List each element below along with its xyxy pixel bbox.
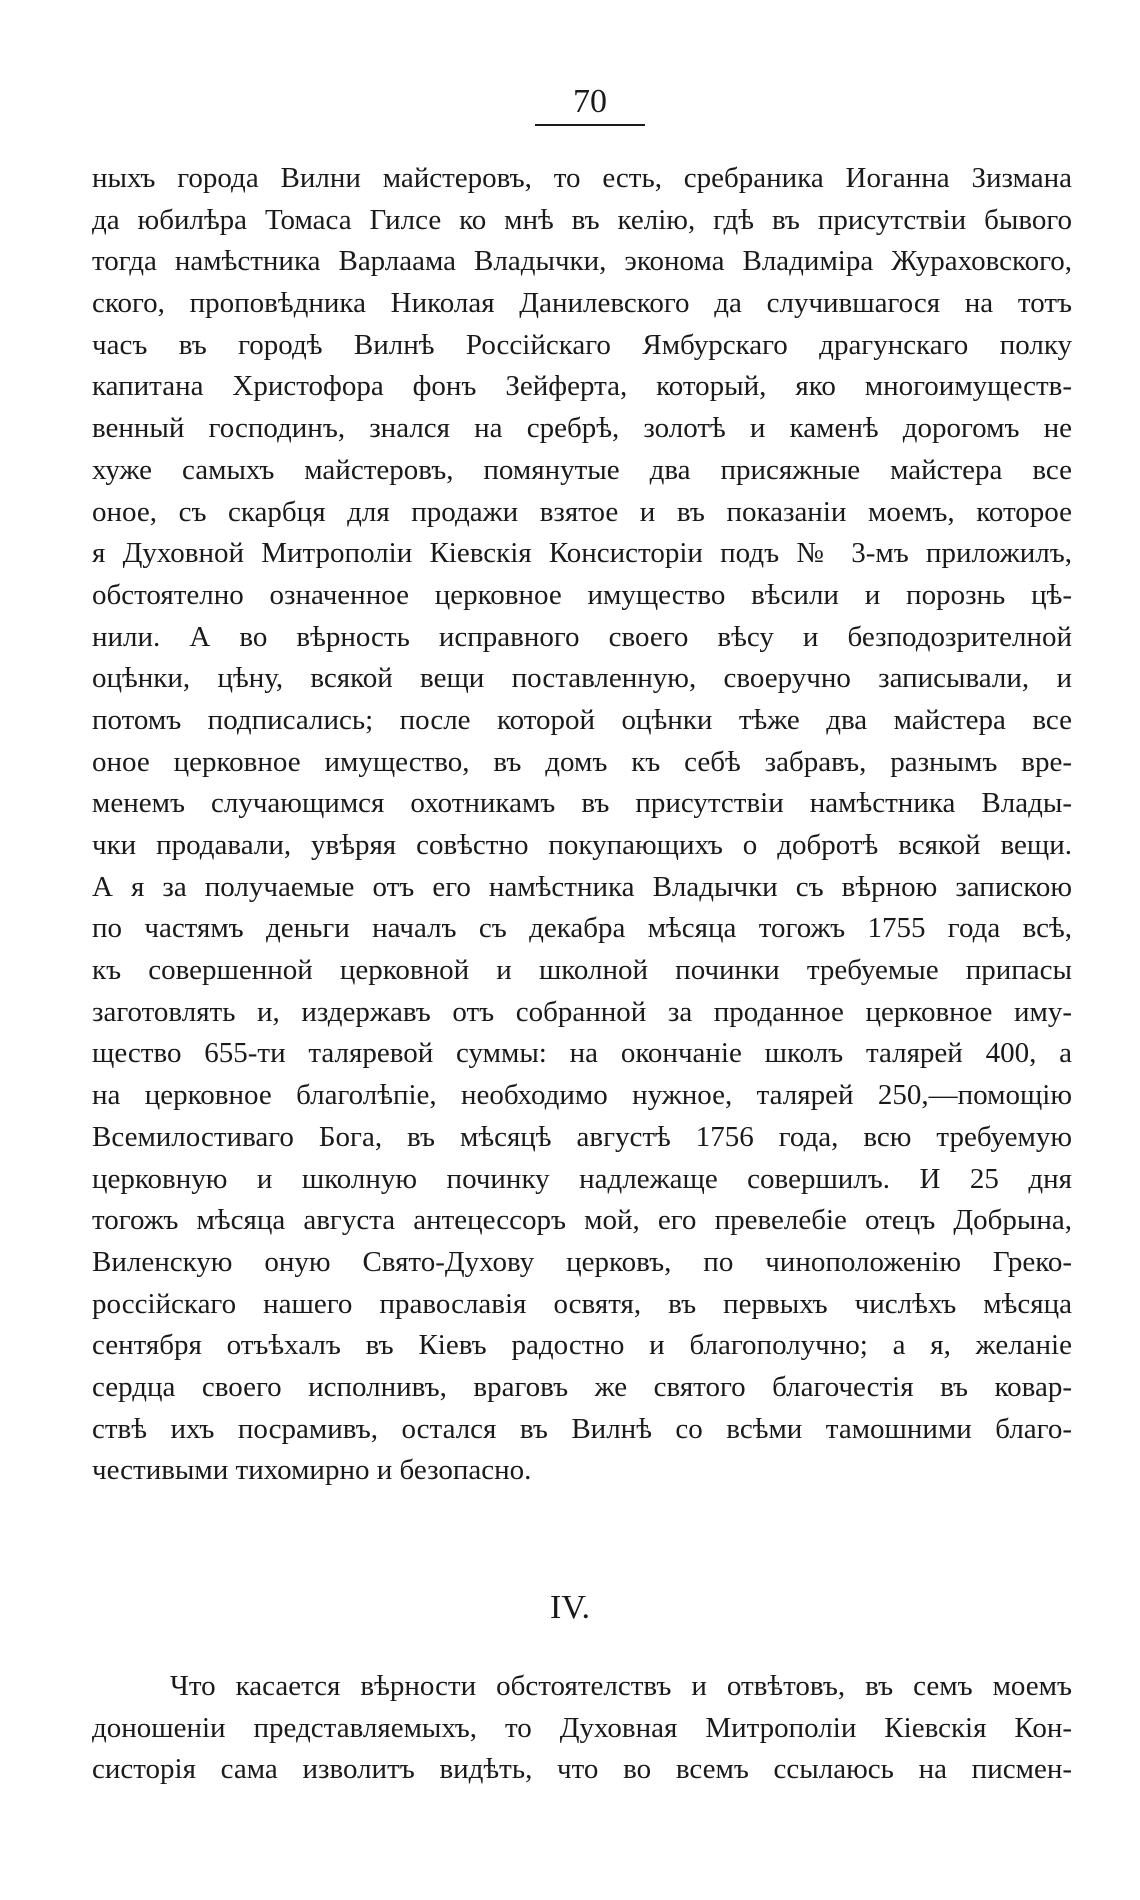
text-line: ского, проповѣдника Николая Данилевского да случившагося на тотъ bbox=[92, 287, 1072, 320]
text-line: на церковное благолѣпіе, необходимо нужное, талярей 250,—помощію bbox=[92, 1079, 1072, 1112]
text-line: ныхъ города Вилни майстеровъ, то есть, сребраника Иоганна Зизмана bbox=[92, 162, 1072, 194]
text-line: да юбилѣра Томаса Гилсе ко мнѣ въ келію, гдѣ въ присутствіи бывого bbox=[92, 203, 1072, 236]
text-line: Всемилостиваго Бога, въ мѣсяцѣ августѣ 1756 года, всю требуемую bbox=[92, 1120, 1072, 1153]
text-line: заготовлять и, издержавъ отъ собранной за проданное церковное иму- bbox=[92, 995, 1072, 1028]
text-line: чки продавали, увѣряя совѣстно покупающихъ о добротѣ всякой вещи. bbox=[92, 829, 1072, 861]
text-line: по частямъ деньги началъ съ декабра мѣсяца тогожъ 1755 года всѣ, bbox=[92, 912, 1072, 945]
text-line: честивыми тихомирно и безопасно. bbox=[92, 1454, 532, 1487]
text-line: сентября отъѣхалъ въ Кіевъ радостно и благополучно; а я, желаніе bbox=[92, 1329, 1072, 1362]
text-line: оное, съ скарбця для продажи взятое и въ показаніи моемъ, которое bbox=[92, 495, 1072, 528]
text-line: венный господинъ, знался на сребрѣ, золотѣ и каменѣ дорогомъ не bbox=[92, 412, 1072, 445]
text-line: хуже самыхъ майстеровъ, помянутые два присяжные майстера все bbox=[92, 453, 1072, 486]
text-line: систорія сама изволитъ видѣть, что во всемъ ссылаюсь на писмен- bbox=[92, 1753, 1072, 1786]
text-line: тогожъ мѣсяца августа антецессоръ мой, его превелебіе отецъ Добрына, bbox=[92, 1204, 1072, 1237]
text-line: обстоятелно означенное церковное имущество вѣсили и порознь цѣ- bbox=[92, 578, 1072, 611]
text-line: церковную и школную починку надлежаще совершилъ. И 25 дня bbox=[92, 1162, 1072, 1195]
text-line: Что касается вѣрности обстоятелствъ и отвѣтовъ, въ семъ моемъ bbox=[170, 1670, 1072, 1702]
text-line: нили. А во вѣрность исправного своего вѣсу и безподозрителной bbox=[92, 620, 1072, 653]
text-line: тогда намѣстника Варлаама Владычки, эконома Владиміра Жураховского, bbox=[92, 245, 1072, 278]
text-line: россійскаго нашего православія освятя, въ первыхъ числѣхъ мѣсяца bbox=[92, 1287, 1072, 1320]
text-line: щество 655-ти таляревой суммы: на окончаніе школъ талярей 400, а bbox=[92, 1037, 1072, 1070]
text-line: Виленскую оную Свято-Духову церковъ, по чиноположенію Греко- bbox=[92, 1245, 1072, 1278]
text-line: часъ въ городѣ Вилнѣ Россійскаго Ямбурскаго драгунскаго полку bbox=[92, 328, 1072, 361]
text-line: капитана Христофора фонъ Зейферта, который, яко многоимуществ- bbox=[92, 370, 1072, 403]
text-line: я Духовной Митрополіи Кіевскія Консисторіи подъ № 3-мъ приложилъ, bbox=[92, 537, 1072, 570]
text-line: потомъ подписались; после которой оцѣнки тѣже два майстера все bbox=[92, 703, 1072, 736]
text-line: оное церковное имущество, въ домъ къ себѣ забравъ, разнымъ вре- bbox=[92, 745, 1072, 778]
text-line: къ совершенной церковной и школной починки требуемые припасы bbox=[92, 954, 1072, 987]
page-number-underline bbox=[535, 124, 645, 126]
text-line: оцѣнки, цѣну, всякой вещи поставленную, своеручно записывали, и bbox=[92, 662, 1072, 695]
text-line: А я за получаемые отъ его намѣстника Владычки съ вѣрною запискою bbox=[92, 870, 1072, 903]
body-paragraph bbox=[92, 158, 1072, 1492]
text-line: ствѣ ихъ посрамивъ, остался въ Вилнѣ со всѣми тамошними благо- bbox=[92, 1412, 1072, 1445]
section-paragraph bbox=[92, 1666, 1072, 1791]
page-number: 70 bbox=[573, 83, 607, 120]
section-heading: IV. bbox=[550, 1589, 590, 1626]
text-line: доношеніи представляемыхъ, то Духовная Митрополіи Кіевскія Кон- bbox=[92, 1711, 1072, 1744]
text-line: сердца своего исполнивъ, враговъ же святого благочестія въ ковар- bbox=[92, 1370, 1072, 1403]
text-line: менемъ случающимся охотникамъ въ присутствіи намѣстника Влады- bbox=[92, 787, 1072, 820]
